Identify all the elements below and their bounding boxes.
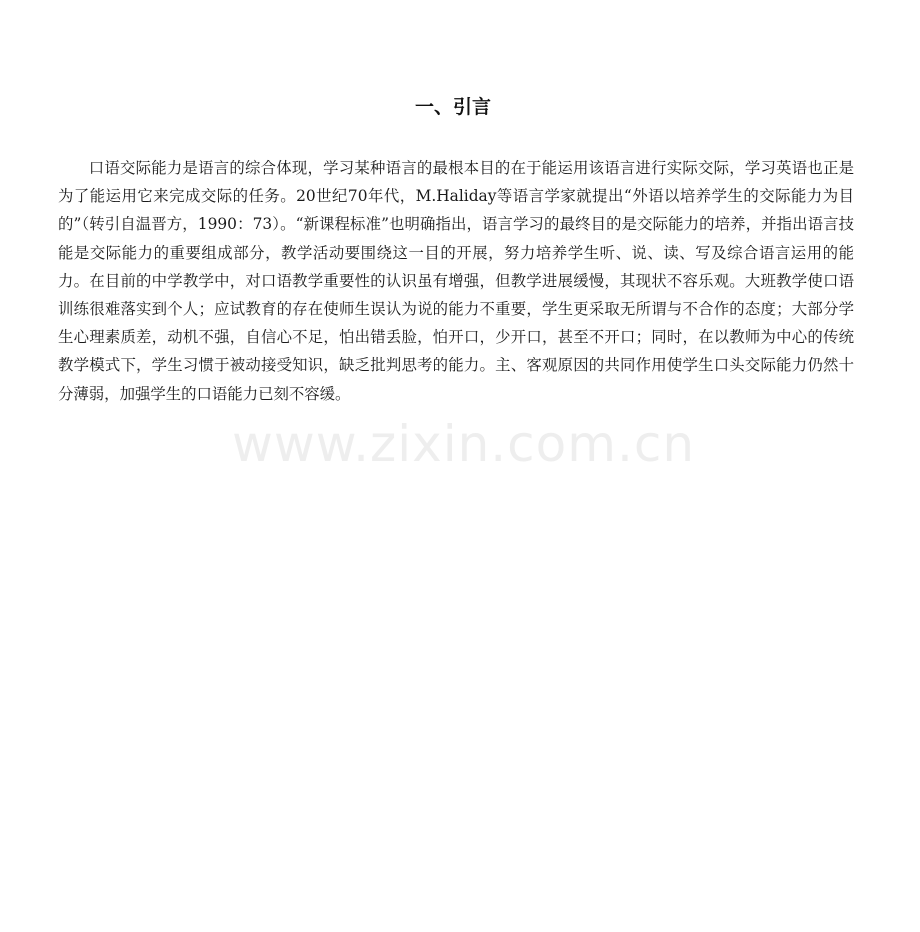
section-heading: 一、引言 <box>414 96 491 118</box>
body-paragraph: 口语交际能力是语言的综合体现，学习某种语言的最根本目的在于能运用该语言进行实际交际，学习英语也正是为了能运用它来完成交际的任务。20世纪70年代，M.Haliday等语言学家就提出“外语以培养学生的交际能力为目的”（转引自温晋方，1990：73）。“新课程标准”也明确指出，语言学习的最终目的是交际能力的培养，并指出语言技能是交际能力的重要组成部分，教学活动要围绕这一目的开展，努力培养学生听、说、读、写及综合语言运用的能力。在目前的中学教学中，对口语教学重要性的认识虽有增强，但教学进展缓慢，其现状不容乐观。大班教学使口语训练很难落实到个人；应试教育的存在使师生误认为说的能力不重要，学生更采取无所谓与不合作的态度；大部分学生心理素质差，动机不强，自信心不足，怕出错丢脸，怕开口，少开口，甚至不开口；同时，在以教师为中心的传统教学模式下，学生习惯于被动接受知识，缺乏批判思考的能力。主、客观原因的共同作用使学生口头交际能力仍然十分薄弱，加强学生的口语能力已刻不容缓。 <box>58 159 854 403</box>
watermark-text: www.zixin.com.cn <box>232 415 696 473</box>
